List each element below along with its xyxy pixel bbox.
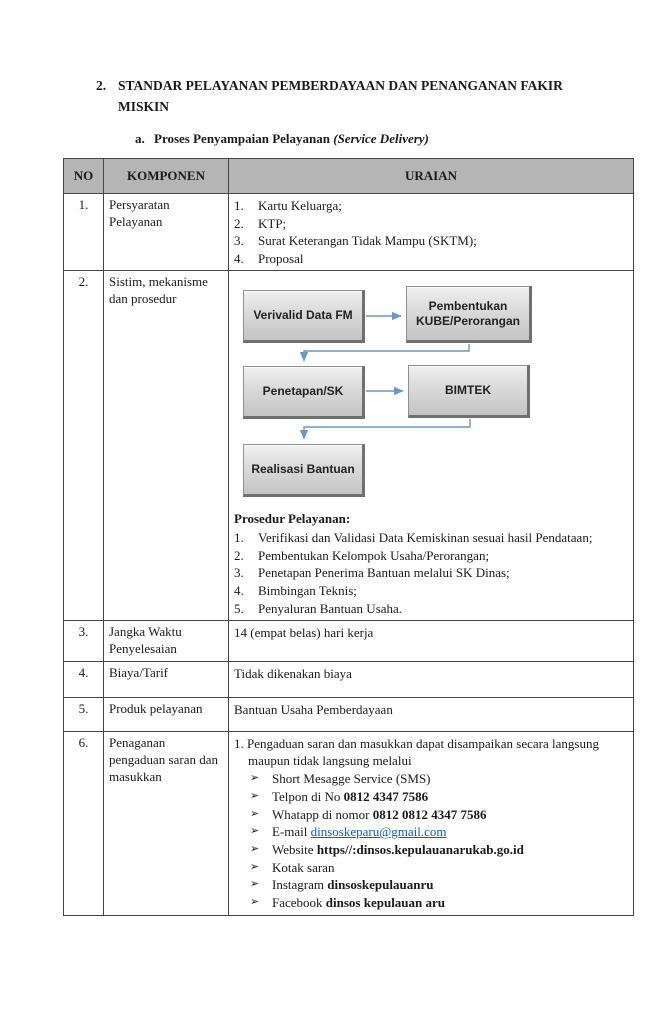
list-item: 2. Pembentukan Kelompok Usaha/Perorangan; [234,547,490,563]
table-row-pengaduan [64,731,634,915]
komponen-cell: Sistim, mekanisme dan prosedur [104,271,229,621]
channel-item: ➢ E-mail dinsoskeparu@gmail.com [250,824,447,840]
complaint-intro: 1. Pengaduan saran dan masukkan dapat disampaikan secara langsung maupun tidak langsung melalui [234,735,599,769]
uraian-cell: Tidak dikenakan biaya [229,661,634,697]
komponen-cell: Jangka Waktu Penyelesaian [104,621,229,662]
uraian-cell [229,194,634,271]
list-item: 1. Kartu Keluarga; [234,198,342,213]
section-title: STANDAR PELAYANAN PEMBERDAYAAN DAN PENANGANAN FAKIR MISKIN [118,78,563,114]
prosedur-list [234,529,628,617]
flow-box-realisasi-bantuan: Realisasi Bantuan [243,444,365,497]
list-item: 4. Proposal [234,250,304,266]
header-cell-uraian: URAIAN [229,159,634,194]
uraian-cell [229,731,634,915]
section-heading [96,76,596,118]
row-number: 6. [64,731,104,915]
list-item: 5. Penyaluran Bantuan Usaha. [234,600,403,616]
row-number: 4. [64,661,104,697]
komponen-cell: Penaganan pengaduan saran dan masukkan [104,731,229,915]
flow-box-verivalid-data-fm: Verivalid Data FM [243,290,365,343]
komponen-cell: Persyaratan Pelayanan [104,194,229,271]
header-cell-no: NO [64,159,104,194]
table-row-biaya [64,661,634,697]
row-number: 2. [64,271,104,621]
channel-item: ➢ Kotak saran [250,859,335,875]
arrow-bullet-icon: ➢ [250,859,260,873]
requirements-list [234,197,628,267]
list-item: 3. Penetapan Penerima Bantuan melalui SK Dinas; [234,565,510,581]
table-row-jangka-waktu [64,621,634,662]
table-row-prosedur [64,271,634,621]
channel-item: ➢ Telpon di No 0812 4347 7586 [250,788,429,804]
arrow-bullet-icon: ➢ [250,841,260,855]
arrow-bullet-icon: ➢ [250,788,260,802]
table-row-persyaratan [64,194,634,271]
uraian-cell: 14 (empat belas) hari kerja [229,621,634,662]
channel-item: ➢ Facebook dinsos kepulauan aru [250,894,446,910]
arrow-bullet-icon: ➢ [250,806,260,820]
service-standard-table [63,158,634,916]
arrow-bimtek-to-realisasi [304,419,470,439]
komponen-cell: Produk pelayanan [104,697,229,731]
subsection-title-italic: (Service Delivery) [333,131,429,146]
arrow-bullet-icon: ➢ [250,894,260,908]
header-cell-komponen: KOMPONEN [104,159,229,194]
email-link[interactable]: dinsoskeparu@gmail.com [310,824,447,840]
subsection-letter: a. [135,131,145,146]
list-item: 3. Surat Keterangan Tidak Mampu (SKTM); [234,233,477,249]
flow-box-pembentukan-kube: Pembentukan KUBE/Perorangan [406,286,532,343]
channel-item: ➢ Instagram dinsoskepulauanru [250,877,434,893]
uraian-cell: Bantuan Usaha Pemberdayaan [229,697,634,731]
subsection-heading [135,131,429,147]
channel-item: ➢ Website https//:dinsos.kepulauanarukab.go.id [250,841,524,857]
channel-item: ➢ Whatapp di nomor 0812 0812 4347 7586 [250,806,487,822]
table-row-produk [64,697,634,731]
arrow-bullet-icon: ➢ [250,824,260,838]
flowchart [234,278,628,504]
komponen-cell: Biaya/Tarif [104,661,229,697]
uraian-cell [229,271,634,621]
section-number: 2. [96,78,107,93]
list-item: 4. Bimbingan Teknis; [234,582,357,598]
channel-item: ➢ Short Mesagge Service (SMS) [250,771,431,787]
flow-box-bimtek: BIMTEK [408,365,530,418]
row-number: 5. [64,697,104,731]
arrow-bullet-icon: ➢ [250,771,260,785]
list-item: 1. Verifikasi dan Validasi Data Kemiskinan sesuai hasil Pendataan; [234,530,593,546]
arrow-bullet-icon: ➢ [250,877,260,891]
table-header-row [64,159,634,194]
subsection-title: Proses Penyampaian Pelayanan (Service Delivery) [154,131,429,146]
channel-list [250,770,628,911]
flow-box-penetapan-sk: Penetapan/SK [243,366,365,419]
row-number: 1. [64,194,104,271]
list-item: 2. KTP; [234,215,287,231]
prosedur-heading: Prosedur Pelayanan: [234,511,351,527]
arrow-pembentukan-to-penetapan [304,344,469,361]
row-number: 3. [64,621,104,662]
